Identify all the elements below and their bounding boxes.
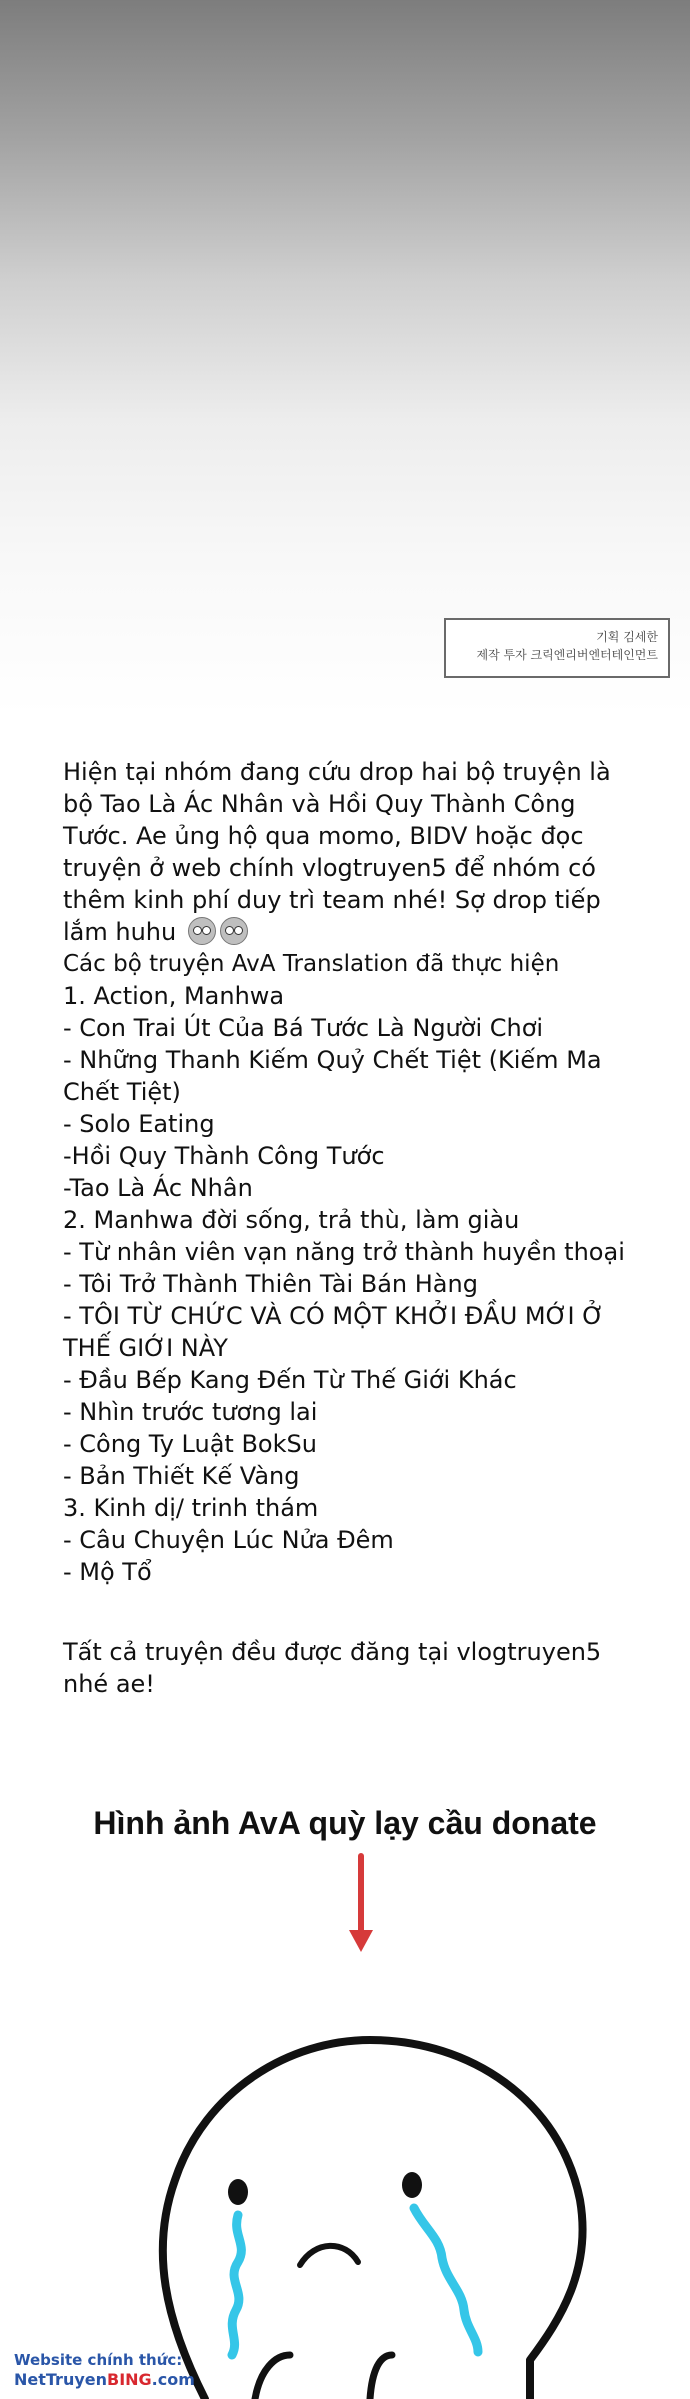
list-item: 3. Kinh dị/ trinh thám <box>63 1494 319 1522</box>
list-item: - TÔI TỪ CHỨC VÀ CÓ MỘT KHỞI ĐẦU MỚI Ở THẾ GIỚI NÀY <box>63 1302 605 1362</box>
list-item: - Đầu Bếp Kang Đến Từ Thế Giới Khác <box>63 1366 517 1394</box>
watermark-brand-a: NetTruyen <box>14 2370 107 2389</box>
watermark-line-1: Website chính thức: <box>14 2351 183 2369</box>
character-tear-left <box>232 2215 241 2355</box>
list-item: - Nhìn trước tương lai <box>63 1398 318 1426</box>
list-item: -Tao Là Ác Nhân <box>63 1174 253 1202</box>
credits-box <box>444 618 670 678</box>
notice-intro-text: Hiện tại nhóm đang cứu drop hai bộ truyện là bộ Tao Là Ác Nhân và Hồi Quy Thành Công Tước. Ae ủng hộ qua momo, BIDV hoặc đọc truyện ở web chính vlogtruyen5 để nhóm có thêm kinh phí duy trì team nhé! Sợ drop tiếp lắm huhu <box>63 758 611 946</box>
notice-heading: Các bộ truyện AvA Translation đã thực hiện <box>63 951 560 977</box>
list-item: - Từ nhân viên vạn năng trở thành huyền thoại <box>63 1238 625 1266</box>
list-item: - Mộ Tổ <box>63 1558 152 1586</box>
list-item: - Tôi Trở Thành Thiên Tài Bán Hàng <box>63 1270 478 1298</box>
list-item: - Con Trai Út Của Bá Tước Là Người Chơi <box>63 1014 544 1042</box>
character-eye-right <box>402 2172 422 2198</box>
watermark-brand-b: BING <box>107 2370 152 2389</box>
character-leg-right <box>370 2355 392 2399</box>
list-item: -Hồi Quy Thành Công Tước <box>63 1142 385 1170</box>
list-item: - Công Ty Luật BokSu <box>63 1430 317 1458</box>
list-item: - Những Thanh Kiếm Quỷ Chết Tiệt (Kiếm Ma Chết Tiệt) <box>63 1046 602 1106</box>
top-gradient-background <box>0 0 690 715</box>
watermark-brand-c: .com <box>151 2370 195 2389</box>
character-leg-left <box>255 2355 290 2399</box>
watermark-line-2 <box>14 2370 195 2390</box>
notice-intro <box>63 756 633 948</box>
notice-block <box>63 756 633 1588</box>
crying-character-illustration <box>0 1850 690 2399</box>
closing-note: Tất cả truyện đều được đăng tại vlogtruyen5 nhé ae! <box>63 1638 602 1698</box>
credits-line-1: 기획 김세한 <box>596 630 658 644</box>
character-tear-right <box>414 2208 478 2352</box>
site-watermark <box>14 2350 195 2390</box>
list-item: - Câu Chuyện Lúc Nửa Đêm <box>63 1526 394 1554</box>
crying-face-icon <box>188 917 216 945</box>
list-item: 1. Action, Manhwa <box>63 982 285 1010</box>
character-mouth <box>300 2246 358 2265</box>
donate-title: Hình ảnh AvA quỳ lạy cầu donate <box>93 1805 597 1841</box>
character-eye-left <box>228 2179 248 2205</box>
list-item: 2. Manhwa đời sống, trả thù, làm giàu <box>63 1206 520 1234</box>
crying-face-icon <box>220 917 248 945</box>
red-arrow-down-icon <box>349 1856 373 1952</box>
credits-line-2: 제작 투자 크릭엔리버엔터테인먼트 <box>476 648 658 662</box>
list-item: - Solo Eating <box>63 1110 215 1138</box>
character-head-outline <box>163 2040 583 2399</box>
list-item: - Bản Thiết Kế Vàng <box>63 1462 300 1490</box>
